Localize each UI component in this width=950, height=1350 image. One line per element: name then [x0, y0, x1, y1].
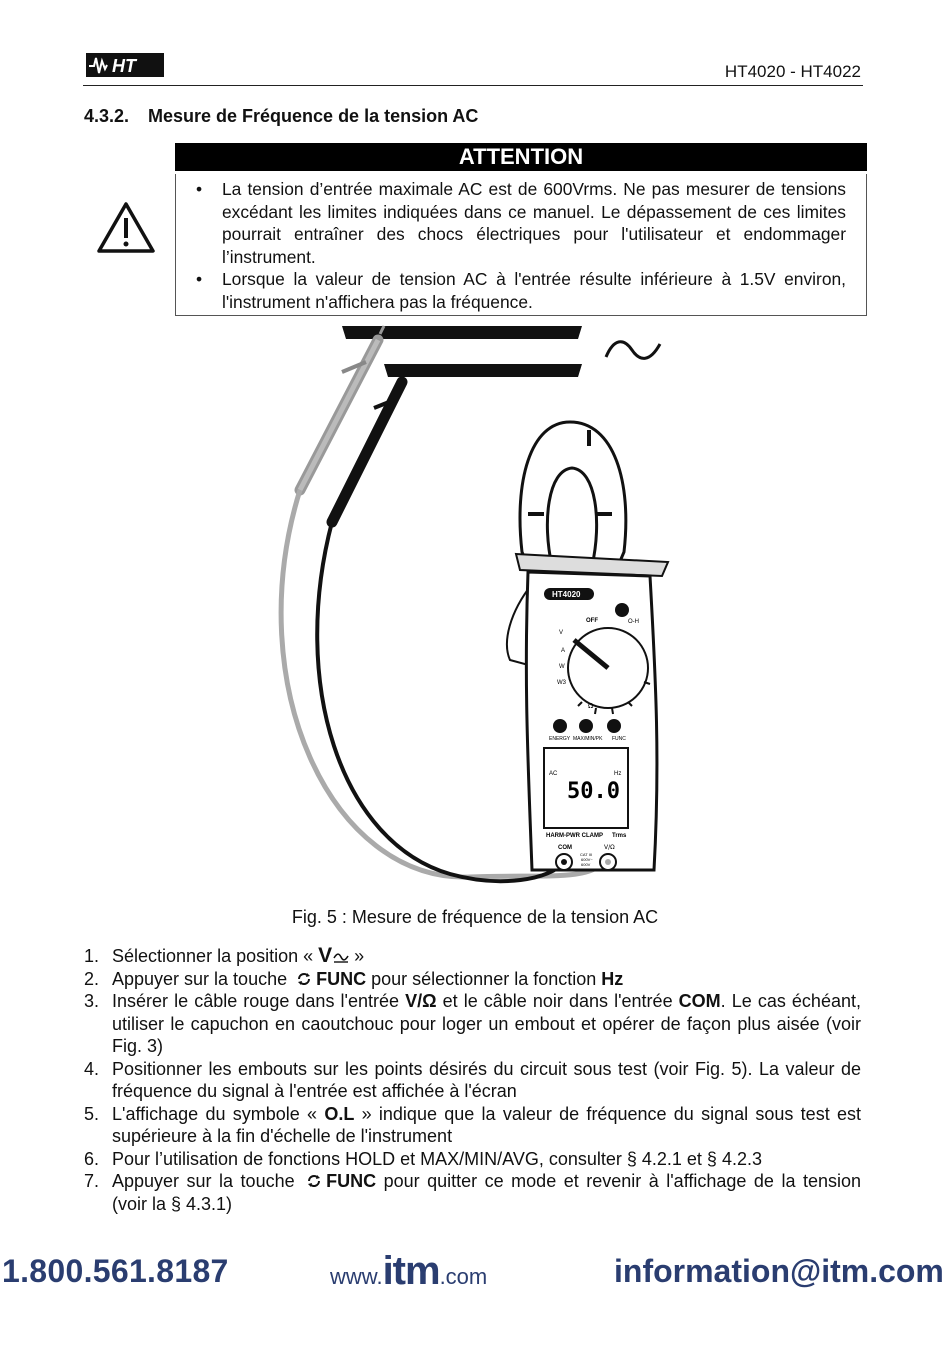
procedure-steps: [84, 945, 861, 1215]
step-text: . Le cas échéant, utiliser le capuchon en caoutchouc pour loger un embout et opérer de façon plus aisée (voir Fig. 3): [112, 991, 861, 1056]
step-text: et le câble noir dans l'entrée: [436, 991, 679, 1011]
cat-label: CAT III: [580, 852, 593, 857]
list-item: [84, 1103, 861, 1148]
ol-symbol: O.L: [324, 1103, 355, 1124]
step-number: 5.: [84, 1103, 100, 1124]
display-value: 50.0: [567, 779, 620, 804]
clamp-footer-label: HARM-PWR CLAMP: [546, 833, 603, 839]
energy-label: ENERGY: [549, 736, 571, 742]
red-probe: [300, 326, 384, 490]
func-key: FUNC: [316, 968, 367, 989]
com-input: COM: [678, 991, 721, 1011]
step-text: Appuyer sur la touche: [112, 1171, 303, 1191]
func-label: FUNC: [612, 736, 626, 742]
step-text: pour quitter ce mode et revenir à l'affichage de la tension (voir la § 4.3.1): [112, 1171, 861, 1214]
conductor-bar: [384, 364, 582, 377]
attention-bullet: • La tension d’entrée maximale AC est de 600Vrms. Ne pas mesurer de tensions excédant les limites indiquées dans ce manuel. Le dépassement de ces limites pourrait entraîner des chocs électriques pour l'utilisateur et endommager l’instrument.: [196, 178, 846, 268]
dial-ohm: Ω: [588, 702, 594, 710]
footer-website[interactable]: [330, 1248, 487, 1294]
section-number: 4.3.2.: [84, 106, 130, 126]
vohm-input: V/Ω: [405, 991, 437, 1011]
step-number: 4.: [84, 1058, 100, 1079]
display-unit: Hz: [614, 771, 622, 777]
black-probe: [332, 368, 408, 522]
model-label: HT4020: [552, 590, 581, 599]
ac-sine-icon: [606, 342, 660, 359]
maxmin-label: MAX/MIN/PK: [573, 736, 603, 742]
web-prefix: www.: [330, 1264, 383, 1289]
step-number: 1.: [84, 946, 100, 966]
step-number: 3.: [84, 991, 100, 1011]
step-text: Sélectionner la position «: [112, 946, 319, 966]
ht-logo: [86, 52, 166, 78]
doc-id: HT4020 - HT4022: [724, 62, 861, 81]
com-terminal-label: COM: [558, 845, 572, 851]
rating-label: 600V: [581, 862, 591, 867]
clamp-meter-figure: [270, 322, 690, 892]
func-cycle-icon: [305, 1174, 323, 1188]
list-item: [84, 990, 861, 1058]
dial-w: W: [559, 664, 565, 670]
trms-label: Trms: [612, 833, 627, 839]
step-text: »: [349, 946, 365, 966]
func-cycle-icon: [295, 972, 313, 986]
v-ac-symbol: V: [318, 944, 333, 967]
step-number: 2.: [84, 968, 100, 989]
web-suffix: .com: [439, 1264, 488, 1289]
hold-button-label: O-H: [628, 619, 639, 625]
step-text: Positionner les embouts sur les points désirés du circuit sous test (voir Fig. 5). La valeur de fréquence du signal à l'entrée est affichée à l'écran: [112, 1058, 861, 1101]
hz-function: Hz: [601, 968, 624, 989]
step-text: L'affichage du symbole «: [112, 1103, 325, 1124]
section-title-text: Mesure de Fréquence de la tension AC: [148, 106, 479, 126]
func-key: FUNC: [326, 1171, 377, 1191]
step-number: 6.: [84, 1148, 100, 1169]
list-item: [84, 1058, 861, 1103]
section-title: [84, 106, 478, 127]
vohm-terminal-label: V/Ω: [604, 844, 615, 851]
step-number: 7.: [84, 1171, 100, 1191]
list-item: [84, 1170, 861, 1215]
clamp-meter: [507, 422, 668, 870]
header-rule: [83, 85, 863, 86]
dial-v: V: [559, 630, 564, 636]
step-text: Pour l’utilisation de fonctions HOLD et MAX/MIN/AVG, consulter § 4.2.1 et § 4.2.3: [112, 1148, 762, 1169]
attention-body: [175, 174, 867, 316]
footer-email[interactable]: information@itm.com: [614, 1253, 944, 1289]
figure-caption: Fig. 5 : Mesure de fréquence de la tension AC: [291, 907, 659, 927]
dial-a: A: [561, 648, 566, 654]
list-item: [84, 1148, 861, 1171]
ac-sine-icon: [333, 952, 349, 964]
step-text: Insérer le câble rouge dans l'entrée: [112, 991, 406, 1011]
warning-triangle-icon: [96, 200, 156, 254]
attention-bullet: • Lorsque la valeur de tension AC à l'entrée résulte inférieure à 1.5V environ, l'instrument n'affichera pas la fréquence.: [196, 268, 846, 313]
step-text: pour sélectionner la fonction: [366, 968, 602, 989]
list-item: [84, 968, 861, 991]
itm-logo: itm: [382, 1249, 440, 1293]
logo-text: HT: [112, 56, 136, 76]
step-text: » indique que la valeur de fréquence du signal sous test est supérieure à la fin d'échelle de l'instrument: [112, 1103, 861, 1146]
list-item: [84, 945, 861, 968]
attention-box: [175, 143, 867, 316]
dial-off: OFF: [586, 618, 598, 624]
display-mode: AC: [549, 771, 558, 777]
rating-label: 600V~: [581, 857, 593, 862]
attention-heading: ATTENTION: [175, 143, 867, 171]
footer-phone: 1.800.561.8187: [2, 1253, 229, 1289]
step-text: Appuyer sur la touche: [112, 968, 293, 989]
dial-w3: W3: [557, 680, 566, 686]
